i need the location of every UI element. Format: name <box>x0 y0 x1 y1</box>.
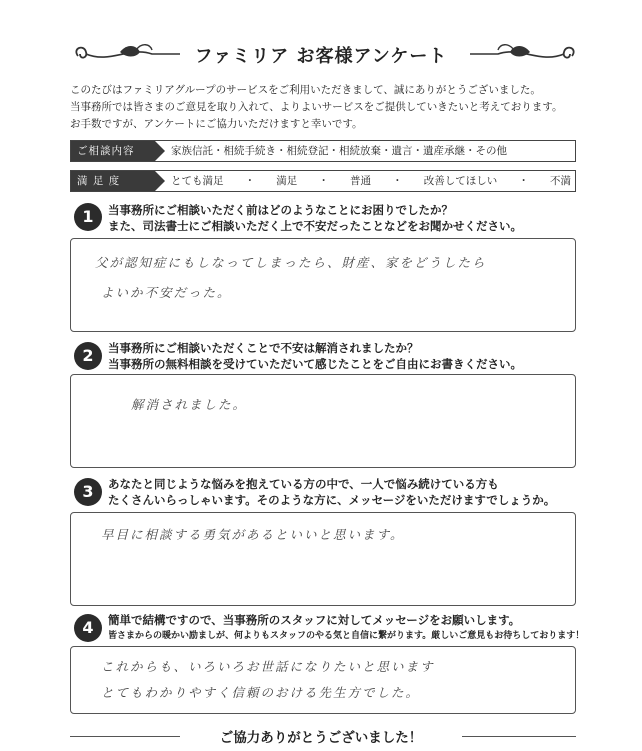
question-line: あなたと同じような悩みを抱えている方の中で、一人で悩み続けている方も <box>108 477 499 491</box>
question-note: 皆さまからの暖かい励ましが、何よりもスタッフのやる気と自信に繋がります。厳しいご意見もお待ちしております！ <box>108 631 585 641</box>
answer-line: これからも、いろいろお世話になりたいと思います <box>101 659 435 674</box>
answer-box[interactable] <box>70 238 576 332</box>
survey-header <box>0 38 642 70</box>
option-dissatisfied[interactable]: 不満 <box>550 175 571 187</box>
arrow-icon <box>155 171 165 191</box>
intro-line: このたびはファミリアグループのサービスをご利用いただきまして、誠にありがとうございました。 <box>70 84 541 96</box>
consultation-label: ご相談内容 <box>71 141 155 161</box>
satisfaction-bar <box>70 170 576 192</box>
satisfaction-label: 満 足 度 <box>71 171 155 191</box>
footer-divider-right <box>462 736 576 737</box>
option-neutral[interactable]: 普通 <box>350 175 371 187</box>
question-text <box>108 612 584 644</box>
separator: ・ <box>392 175 403 187</box>
answer-box[interactable] <box>70 374 576 468</box>
question-line: 当事務所にご相談いただく前はどのようなことにお困りでしたか？ <box>108 203 453 217</box>
footer <box>0 724 642 748</box>
separator: ・ <box>244 175 256 187</box>
question-number: 1 <box>74 203 102 231</box>
question-number: 2 <box>74 342 102 370</box>
question-text <box>108 340 522 372</box>
answer-box[interactable] <box>70 512 576 606</box>
question-line: たくさんいらっしゃいます。そのような方に、メッセージをいただけますでしょうか。 <box>108 493 556 507</box>
intro-line: お手数ですが、アンケートにご協力いただけますと幸いです。 <box>70 118 363 130</box>
answer-line: 解消されました。 <box>131 397 248 412</box>
right-flourish-icon <box>460 38 580 70</box>
arrow-icon <box>155 141 165 161</box>
option-satisfied[interactable]: 満足 <box>276 175 298 187</box>
question-text <box>108 202 522 234</box>
option-needs-improvement[interactable]: 改善してほしい <box>423 175 498 187</box>
question-line: 当事務所の無料相談を受けていただいて感じたことをご自由にお書きください。 <box>108 357 522 371</box>
question-number: 4 <box>74 614 102 642</box>
question-line: また、司法書士にご相談いただく上で不安だったことなどをお聞かせください。 <box>108 219 522 233</box>
separator: ・ <box>518 175 529 187</box>
intro-text <box>70 82 590 133</box>
question-line: 簡単で結構ですので、当事務所のスタッフに対してメッセージをお願いします。 <box>108 613 521 627</box>
answer-box[interactable] <box>70 646 576 714</box>
question-number: 3 <box>74 478 102 506</box>
page-title: ファミリア お客様アンケート <box>194 46 448 67</box>
question-line: 当事務所にご相談いただくことで不安は解消されましたか？ <box>108 341 419 355</box>
answer-line: 父が認知症にもしなってしまったら、財産、家をどうしたら <box>95 255 487 270</box>
answer-line: とてもわかりやすく信頼のおける先生方でした。 <box>101 685 421 700</box>
footer-text: ご協力ありがとうございました！ <box>219 730 423 746</box>
question-text <box>108 476 555 508</box>
answer-line: 早目に相談する勇気があるといいと思います。 <box>101 527 405 542</box>
consultation-options[interactable]: 家族信託・相続手続き・相続登記・相続放棄・遺言・遺産承継・その他 <box>171 145 507 157</box>
consultation-bar <box>70 140 576 162</box>
intro-line: 当事務所では皆さまのご意見を取り入れて、よりよいサービスをご提供していきたいと考えております。 <box>70 101 563 113</box>
separator: ・ <box>318 175 329 187</box>
satisfaction-options <box>171 171 571 191</box>
answer-line: よいか不安だった。 <box>101 285 232 300</box>
option-very-satisfied[interactable]: とても満足 <box>171 175 224 187</box>
